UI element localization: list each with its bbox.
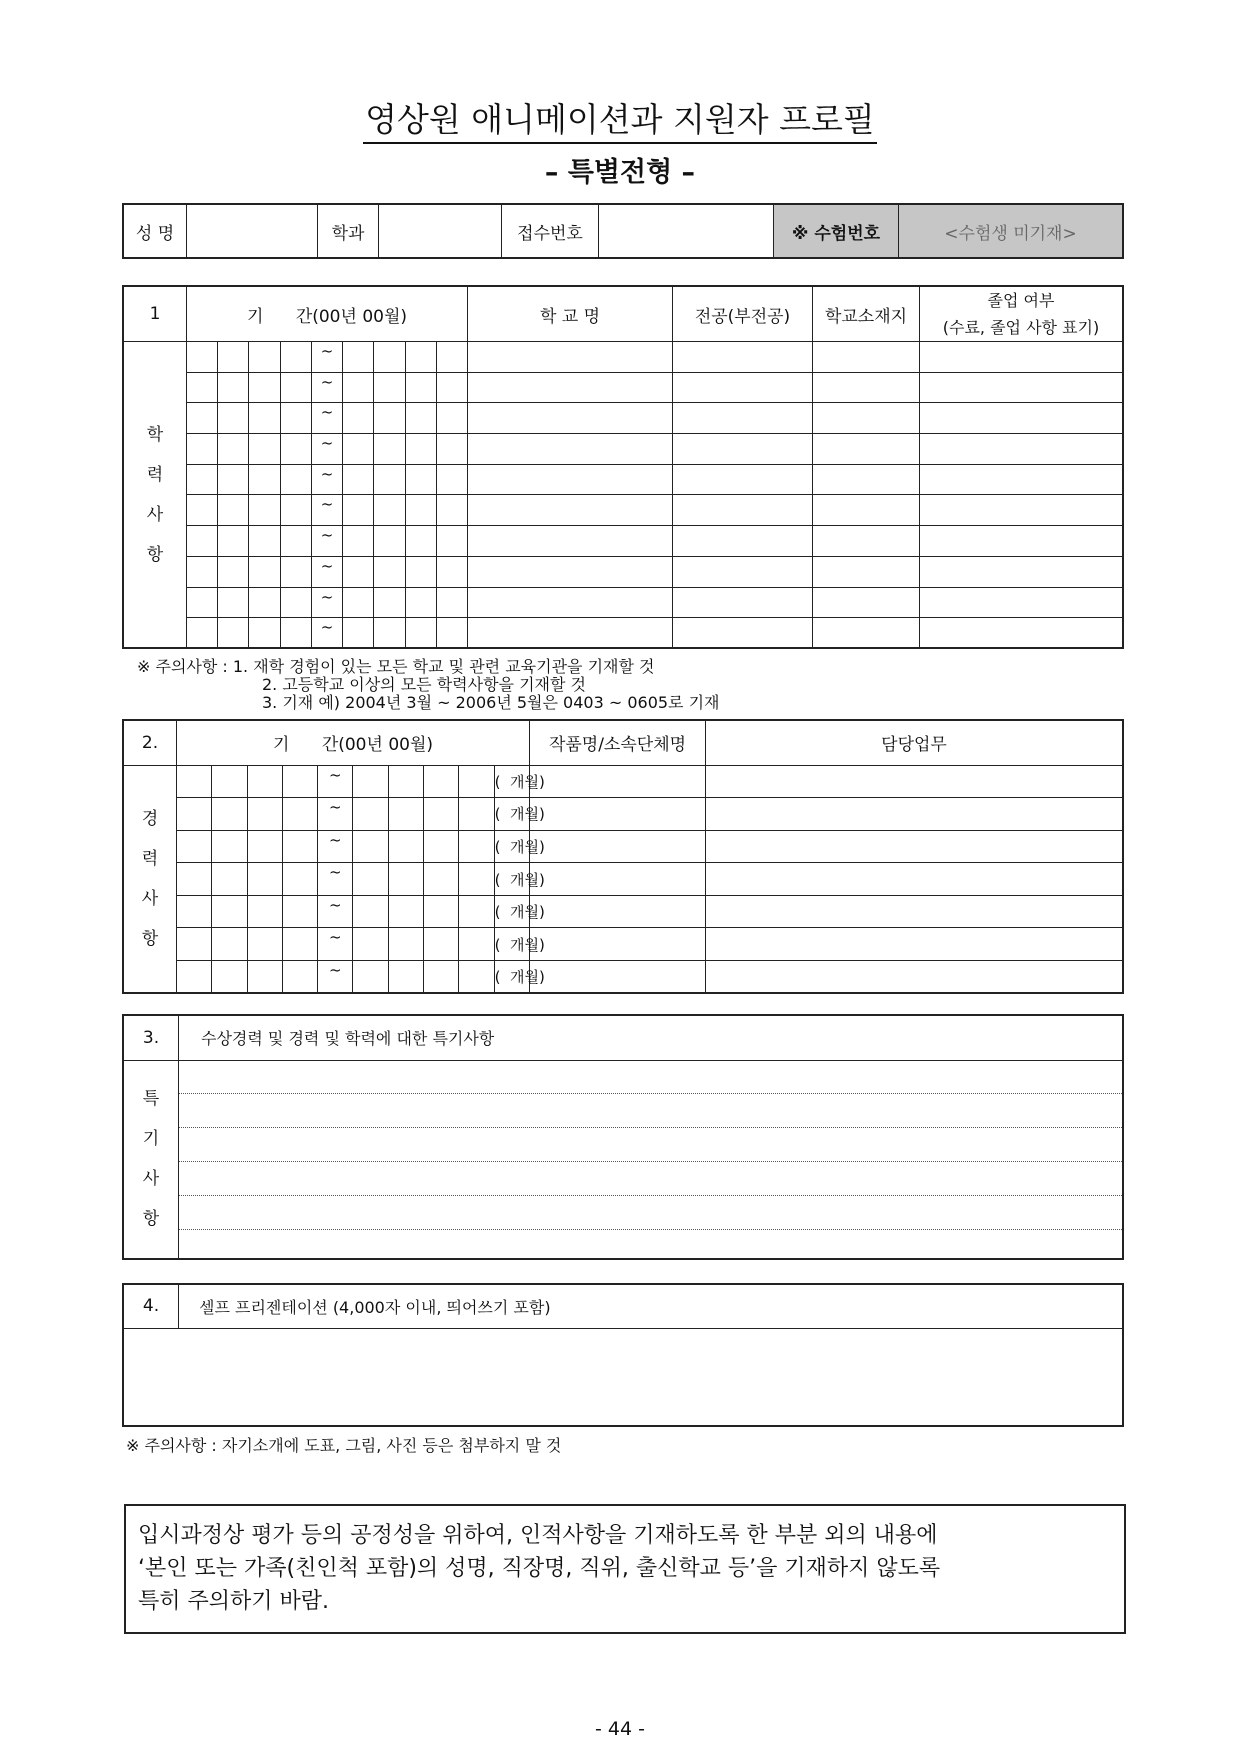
edu-date-digit-cell[interactable]	[436, 526, 467, 557]
career-date-digit-cell[interactable]	[424, 863, 459, 896]
career-date-digit-cell[interactable]	[388, 830, 423, 863]
edu-section-number: 1	[123, 286, 187, 342]
career-date-digit-cell[interactable]	[212, 961, 247, 994]
edu-date-digit-cell[interactable]	[374, 556, 405, 587]
edu-date-digit-cell[interactable]	[343, 495, 374, 526]
career-row	[123, 895, 1123, 928]
career-date-digit-cell[interactable]	[177, 863, 212, 896]
career-date-digit-cell[interactable]	[212, 830, 247, 863]
edu-graduation-cell[interactable]	[920, 434, 1124, 465]
career-date-digit-cell[interactable]	[424, 895, 459, 928]
career-row	[123, 798, 1123, 831]
career-date-digit-cell[interactable]	[353, 895, 388, 928]
career-row	[123, 961, 1123, 994]
career-work-cell[interactable]	[530, 798, 706, 831]
edu-date-digit-cell[interactable]	[374, 526, 405, 557]
special-side-char-3: 사	[142, 1169, 160, 1190]
career-date-digit-cell[interactable]	[177, 928, 212, 961]
career-date-digit-cell[interactable]	[177, 765, 212, 798]
edu-date-digit-cell[interactable]	[405, 372, 436, 403]
career-side-char-4: 항	[141, 928, 159, 949]
edu-date-digit-cell[interactable]	[218, 495, 249, 526]
career-work-cell[interactable]	[530, 863, 706, 896]
career-date-digit-cell[interactable]	[459, 765, 494, 798]
career-date-digit-cell[interactable]	[212, 895, 247, 928]
edu-date-digit-cell[interactable]	[249, 526, 280, 557]
edu-date-digit-cell[interactable]	[249, 434, 280, 465]
edu-date-digit-cell[interactable]	[374, 372, 405, 403]
career-date-digit-cell[interactable]	[353, 798, 388, 831]
edu-date-digit-cell[interactable]	[405, 495, 436, 526]
career-date-digit-cell[interactable]	[282, 830, 317, 863]
career-tilde: ~	[318, 798, 353, 831]
edu-location-cell[interactable]	[813, 526, 920, 557]
edu-location-cell[interactable]	[813, 587, 920, 618]
career-section-number: 2.	[123, 720, 177, 765]
edu-date-digit-cell[interactable]	[249, 556, 280, 587]
career-date-digit-cell[interactable]	[388, 895, 423, 928]
career-date-digit-cell[interactable]	[247, 961, 282, 994]
career-duty-cell[interactable]	[706, 863, 1124, 896]
career-date-digit-cell[interactable]	[424, 765, 459, 798]
career-date-digit-cell[interactable]	[388, 765, 423, 798]
career-date-digit-cell[interactable]	[177, 895, 212, 928]
graduation-header-line2: (수료, 졸업 사항 표기)	[942, 318, 1100, 337]
career-duty-cell[interactable]	[706, 830, 1124, 863]
career-months: ( 개월)	[494, 961, 529, 994]
education-row	[123, 495, 1123, 526]
edu-date-digit-cell[interactable]	[405, 434, 436, 465]
career-tilde: ~	[318, 830, 353, 863]
edu-graduation-cell[interactable]	[920, 495, 1124, 526]
career-work-cell[interactable]	[530, 928, 706, 961]
edu-tilde: ~	[311, 618, 342, 649]
edu-date-digit-cell[interactable]	[187, 587, 218, 618]
career-date-digit-cell[interactable]	[212, 765, 247, 798]
career-date-digit-cell[interactable]	[247, 798, 282, 831]
edu-date-digit-cell[interactable]	[280, 587, 311, 618]
career-date-digit-cell[interactable]	[177, 961, 212, 994]
edu-graduation-cell[interactable]	[920, 587, 1124, 618]
applicant-info-table	[122, 203, 1124, 259]
special-section-number: 3.	[123, 1015, 179, 1060]
career-date-digit-cell[interactable]	[282, 961, 317, 994]
edu-date-digit-cell[interactable]	[343, 372, 374, 403]
special-side-char-4: 항	[142, 1209, 160, 1230]
edu-date-digit-cell[interactable]	[280, 618, 311, 649]
edu-date-digit-cell[interactable]	[436, 618, 467, 649]
presentation-area[interactable]	[123, 1328, 1123, 1426]
career-tilde: ~	[318, 863, 353, 896]
edu-date-digit-cell[interactable]	[280, 403, 311, 434]
edu-date-digit-cell[interactable]	[187, 342, 218, 373]
graduation-header	[920, 286, 1124, 342]
education-row	[123, 403, 1123, 434]
career-row	[123, 928, 1123, 961]
major-header: 전공(부전공)	[673, 286, 813, 342]
career-date-digit-cell[interactable]	[247, 895, 282, 928]
career-date-digit-cell[interactable]	[247, 830, 282, 863]
career-date-digit-cell[interactable]	[212, 798, 247, 831]
career-date-digit-cell[interactable]	[212, 863, 247, 896]
name-field[interactable]	[187, 204, 318, 258]
special-heading: 수상경력 및 경력 및 학력에 대한 특기사항	[179, 1015, 1124, 1060]
notice-line-2: ‘본인 또는 가족(친인척 포함)의 성명, 직장명, 직위, 출신학교 등’을 기재하지 않도록	[138, 1556, 941, 1581]
education-row	[123, 464, 1123, 495]
edu-date-digit-cell[interactable]	[374, 618, 405, 649]
edu-tilde: ~	[311, 434, 342, 465]
edu-tilde: ~	[311, 495, 342, 526]
edu-date-digit-cell[interactable]	[218, 526, 249, 557]
career-row	[123, 765, 1123, 798]
career-date-digit-cell[interactable]	[353, 863, 388, 896]
special-notes-area[interactable]	[179, 1060, 1124, 1259]
career-months: ( 개월)	[494, 895, 529, 928]
receipt-label: 접수번호	[502, 204, 599, 258]
edu-date-digit-cell[interactable]	[343, 587, 374, 618]
special-line-2	[179, 1094, 1122, 1128]
page-subtitle: – 특별전형 –	[544, 157, 696, 188]
edu-date-digit-cell[interactable]	[343, 434, 374, 465]
edu-location-cell[interactable]	[813, 495, 920, 526]
edu-school-cell[interactable]	[468, 372, 673, 403]
edu-school-cell[interactable]	[468, 434, 673, 465]
career-work-cell[interactable]	[530, 765, 706, 798]
education-row	[123, 556, 1123, 587]
edu-date-digit-cell[interactable]	[343, 526, 374, 557]
presentation-section-number: 4.	[123, 1284, 179, 1328]
edu-date-digit-cell[interactable]	[405, 526, 436, 557]
edu-date-digit-cell[interactable]	[405, 403, 436, 434]
special-notes-table	[122, 1014, 1124, 1260]
edu-date-digit-cell[interactable]	[280, 526, 311, 557]
edu-period-header: 기 간(00년 00월)	[187, 286, 468, 342]
edu-school-cell[interactable]	[468, 526, 673, 557]
career-work-cell[interactable]	[530, 830, 706, 863]
career-date-digit-cell[interactable]	[247, 765, 282, 798]
career-date-digit-cell[interactable]	[247, 863, 282, 896]
edu-date-digit-cell[interactable]	[343, 342, 374, 373]
exam-number-label: ※ 수험번호	[774, 204, 899, 258]
career-duty-cell[interactable]	[706, 895, 1124, 928]
career-date-digit-cell[interactable]	[388, 798, 423, 831]
education-row	[123, 372, 1123, 403]
edu-date-digit-cell[interactable]	[374, 464, 405, 495]
career-date-digit-cell[interactable]	[177, 798, 212, 831]
notice-box	[124, 1504, 1126, 1634]
career-tilde: ~	[318, 895, 353, 928]
footer-note: ※ 주의사항 : 자기소개에 도표, 그림, 사진 등은 첨부하지 말 것	[126, 1436, 562, 1455]
education-row	[123, 618, 1123, 649]
page-number: - 44 -	[595, 1718, 645, 1740]
edu-date-digit-cell[interactable]	[436, 342, 467, 373]
edu-date-digit-cell[interactable]	[218, 434, 249, 465]
edu-tilde: ~	[311, 556, 342, 587]
career-months: ( 개월)	[494, 863, 529, 896]
edu-date-digit-cell[interactable]	[436, 403, 467, 434]
edu-date-digit-cell[interactable]	[374, 342, 405, 373]
special-side-char-1: 특	[142, 1089, 160, 1110]
special-line-5	[179, 1196, 1122, 1230]
edu-date-digit-cell[interactable]	[187, 495, 218, 526]
career-side-char-2: 력	[141, 848, 159, 869]
edu-graduation-cell[interactable]	[920, 464, 1124, 495]
edu-major-cell[interactable]	[673, 495, 813, 526]
edu-tilde: ~	[311, 342, 342, 373]
career-date-digit-cell[interactable]	[282, 928, 317, 961]
edu-date-digit-cell[interactable]	[436, 587, 467, 618]
edu-graduation-cell[interactable]	[920, 556, 1124, 587]
edu-graduation-cell[interactable]	[920, 618, 1124, 649]
edu-date-digit-cell[interactable]	[218, 372, 249, 403]
edu-note-3: 3. 기재 예) 2004년 3월 ~ 2006년 5월은 0403 ~ 0605로 기재	[262, 693, 720, 712]
edu-date-digit-cell[interactable]	[374, 587, 405, 618]
edu-date-digit-cell[interactable]	[280, 464, 311, 495]
edu-major-cell[interactable]	[673, 556, 813, 587]
edu-school-cell[interactable]	[468, 403, 673, 434]
edu-date-digit-cell[interactable]	[249, 495, 280, 526]
edu-date-digit-cell[interactable]	[343, 618, 374, 649]
career-work-cell[interactable]	[530, 961, 706, 994]
edu-date-digit-cell[interactable]	[249, 342, 280, 373]
edu-date-digit-cell[interactable]	[249, 372, 280, 403]
edu-date-digit-cell[interactable]	[436, 556, 467, 587]
edu-date-digit-cell[interactable]	[436, 495, 467, 526]
career-duty-cell[interactable]	[706, 765, 1124, 798]
presentation-table	[122, 1283, 1124, 1427]
edu-date-digit-cell[interactable]	[374, 495, 405, 526]
edu-location-cell[interactable]	[813, 556, 920, 587]
edu-major-cell[interactable]	[673, 434, 813, 465]
special-side-label	[123, 1060, 179, 1259]
career-months: ( 개월)	[494, 765, 529, 798]
career-date-digit-cell[interactable]	[459, 830, 494, 863]
career-table	[122, 719, 1124, 994]
career-work-cell[interactable]	[530, 895, 706, 928]
career-months: ( 개월)	[494, 928, 529, 961]
edu-date-digit-cell[interactable]	[405, 342, 436, 373]
edu-date-digit-cell[interactable]	[187, 434, 218, 465]
school-name-header: 학 교 명	[468, 286, 673, 342]
career-date-digit-cell[interactable]	[353, 765, 388, 798]
edu-date-digit-cell[interactable]	[249, 403, 280, 434]
education-row	[123, 342, 1123, 373]
education-row	[123, 587, 1123, 618]
edu-date-digit-cell[interactable]	[187, 526, 218, 557]
edu-side-char-4: 항	[146, 544, 164, 565]
edu-date-digit-cell[interactable]	[187, 372, 218, 403]
edu-tilde: ~	[311, 403, 342, 434]
notice-line-3: 특히 주의하기 바람.	[138, 1589, 329, 1614]
page-title: 영상원 애니메이션과 지원자 프로필	[0, 94, 1240, 141]
edu-date-digit-cell[interactable]	[187, 556, 218, 587]
career-tilde: ~	[318, 928, 353, 961]
career-date-digit-cell[interactable]	[247, 928, 282, 961]
career-date-digit-cell[interactable]	[388, 928, 423, 961]
career-date-digit-cell[interactable]	[424, 961, 459, 994]
work-name-header: 작품명/소속단체명	[530, 720, 706, 765]
edu-date-digit-cell[interactable]	[343, 403, 374, 434]
career-duty-cell[interactable]	[706, 928, 1124, 961]
career-side-char-3: 사	[141, 888, 159, 909]
edu-major-cell[interactable]	[673, 526, 813, 557]
duty-header: 담당업무	[706, 720, 1124, 765]
edu-location-cell[interactable]	[813, 372, 920, 403]
edu-major-cell[interactable]	[673, 342, 813, 373]
career-date-digit-cell[interactable]	[459, 961, 494, 994]
edu-graduation-cell[interactable]	[920, 372, 1124, 403]
career-months: ( 개월)	[494, 798, 529, 831]
career-date-digit-cell[interactable]	[459, 863, 494, 896]
edu-date-digit-cell[interactable]	[218, 464, 249, 495]
career-tilde: ~	[318, 765, 353, 798]
edu-date-digit-cell[interactable]	[218, 618, 249, 649]
special-line-4	[179, 1162, 1122, 1196]
edu-date-digit-cell[interactable]	[374, 403, 405, 434]
edu-date-digit-cell[interactable]	[436, 434, 467, 465]
edu-date-digit-cell[interactable]	[249, 587, 280, 618]
career-duty-cell[interactable]	[706, 961, 1124, 994]
edu-date-digit-cell[interactable]	[187, 618, 218, 649]
edu-date-digit-cell[interactable]	[218, 403, 249, 434]
edu-note-1: ※ 주의사항 : 1. 재학 경험이 있는 모든 학교 및 관련 교육기관을 기재할 것	[137, 657, 655, 676]
location-header: 학교소재지	[813, 286, 920, 342]
career-date-digit-cell[interactable]	[424, 830, 459, 863]
career-row	[123, 863, 1123, 896]
career-date-digit-cell[interactable]	[353, 961, 388, 994]
career-duty-cell[interactable]	[706, 798, 1124, 831]
edu-location-cell[interactable]	[813, 403, 920, 434]
edu-side-char-2: 력	[146, 464, 164, 485]
edu-major-cell[interactable]	[673, 618, 813, 649]
career-date-digit-cell[interactable]	[282, 895, 317, 928]
career-date-digit-cell[interactable]	[177, 830, 212, 863]
career-date-digit-cell[interactable]	[353, 928, 388, 961]
edu-date-digit-cell[interactable]	[405, 464, 436, 495]
career-date-digit-cell[interactable]	[424, 798, 459, 831]
edu-tilde: ~	[311, 587, 342, 618]
edu-date-digit-cell[interactable]	[280, 556, 311, 587]
career-tilde: ~	[318, 961, 353, 994]
edu-note-2: 2. 고등학교 이상의 모든 학력사항을 기재할 것	[262, 675, 586, 694]
edu-date-digit-cell[interactable]	[405, 587, 436, 618]
edu-school-cell[interactable]	[468, 495, 673, 526]
edu-date-digit-cell[interactable]	[218, 556, 249, 587]
edu-school-cell[interactable]	[468, 587, 673, 618]
education-table	[122, 285, 1124, 649]
edu-graduation-cell[interactable]	[920, 403, 1124, 434]
education-row	[123, 434, 1123, 465]
receipt-field[interactable]	[599, 204, 774, 258]
career-date-digit-cell[interactable]	[282, 765, 317, 798]
career-date-digit-cell[interactable]	[424, 928, 459, 961]
edu-location-cell[interactable]	[813, 464, 920, 495]
graduation-header-line1: 졸업 여부	[987, 291, 1055, 310]
career-date-digit-cell[interactable]	[459, 798, 494, 831]
career-date-digit-cell[interactable]	[282, 863, 317, 896]
edu-school-cell[interactable]	[468, 618, 673, 649]
edu-graduation-cell[interactable]	[920, 342, 1124, 373]
name-label: 성 명	[123, 204, 187, 258]
edu-date-digit-cell[interactable]	[343, 556, 374, 587]
career-date-digit-cell[interactable]	[459, 895, 494, 928]
dept-field[interactable]	[379, 204, 502, 258]
dept-label: 학과	[318, 204, 379, 258]
edu-tilde: ~	[311, 464, 342, 495]
career-date-digit-cell[interactable]	[353, 830, 388, 863]
edu-date-digit-cell[interactable]	[187, 403, 218, 434]
edu-date-digit-cell[interactable]	[218, 342, 249, 373]
edu-date-digit-cell[interactable]	[374, 434, 405, 465]
career-date-digit-cell[interactable]	[282, 798, 317, 831]
career-date-digit-cell[interactable]	[212, 928, 247, 961]
edu-date-digit-cell[interactable]	[249, 618, 280, 649]
special-line-3	[179, 1128, 1122, 1162]
edu-location-cell[interactable]	[813, 434, 920, 465]
edu-date-digit-cell[interactable]	[280, 434, 311, 465]
career-row	[123, 830, 1123, 863]
career-date-digit-cell[interactable]	[388, 961, 423, 994]
edu-side-char-1: 학	[146, 424, 164, 445]
edu-graduation-cell[interactable]	[920, 526, 1124, 557]
career-side-label	[123, 765, 177, 993]
edu-tilde: ~	[311, 372, 342, 403]
edu-date-digit-cell[interactable]	[405, 618, 436, 649]
edu-school-cell[interactable]	[468, 556, 673, 587]
edu-date-digit-cell[interactable]	[280, 495, 311, 526]
education-row	[123, 526, 1123, 557]
career-months: ( 개월)	[494, 830, 529, 863]
edu-date-digit-cell[interactable]	[187, 464, 218, 495]
edu-date-digit-cell[interactable]	[280, 342, 311, 373]
notice-line-1: 입시과정상 평가 등의 공정성을 위하여, 인적사항을 기재하도록 한 부분 외의 내용에	[138, 1523, 938, 1548]
edu-school-cell[interactable]	[468, 464, 673, 495]
edu-side-char-3: 사	[146, 504, 164, 525]
edu-date-digit-cell[interactable]	[436, 372, 467, 403]
edu-location-cell[interactable]	[813, 618, 920, 649]
edu-side-label	[123, 342, 187, 649]
edu-school-cell[interactable]	[468, 342, 673, 373]
edu-major-cell[interactable]	[673, 372, 813, 403]
edu-major-cell[interactable]	[673, 587, 813, 618]
special-side-char-2: 기	[142, 1129, 160, 1150]
career-side-char-1: 경	[141, 808, 159, 829]
edu-date-digit-cell[interactable]	[249, 464, 280, 495]
career-date-digit-cell[interactable]	[459, 928, 494, 961]
career-date-digit-cell[interactable]	[388, 863, 423, 896]
edu-date-digit-cell[interactable]	[343, 464, 374, 495]
edu-date-digit-cell[interactable]	[405, 556, 436, 587]
edu-date-digit-cell[interactable]	[280, 372, 311, 403]
edu-tilde: ~	[311, 526, 342, 557]
edu-major-cell[interactable]	[673, 403, 813, 434]
edu-date-digit-cell[interactable]	[436, 464, 467, 495]
edu-location-cell[interactable]	[813, 342, 920, 373]
exam-number-field: <수험생 미기재>	[899, 204, 1124, 258]
presentation-heading: 셀프 프리젠테이션 (4,000자 이내, 띄어쓰기 포함)	[179, 1284, 1124, 1328]
edu-date-digit-cell[interactable]	[218, 587, 249, 618]
career-period-header: 기 간(00년 00월)	[177, 720, 530, 765]
edu-major-cell[interactable]	[673, 464, 813, 495]
